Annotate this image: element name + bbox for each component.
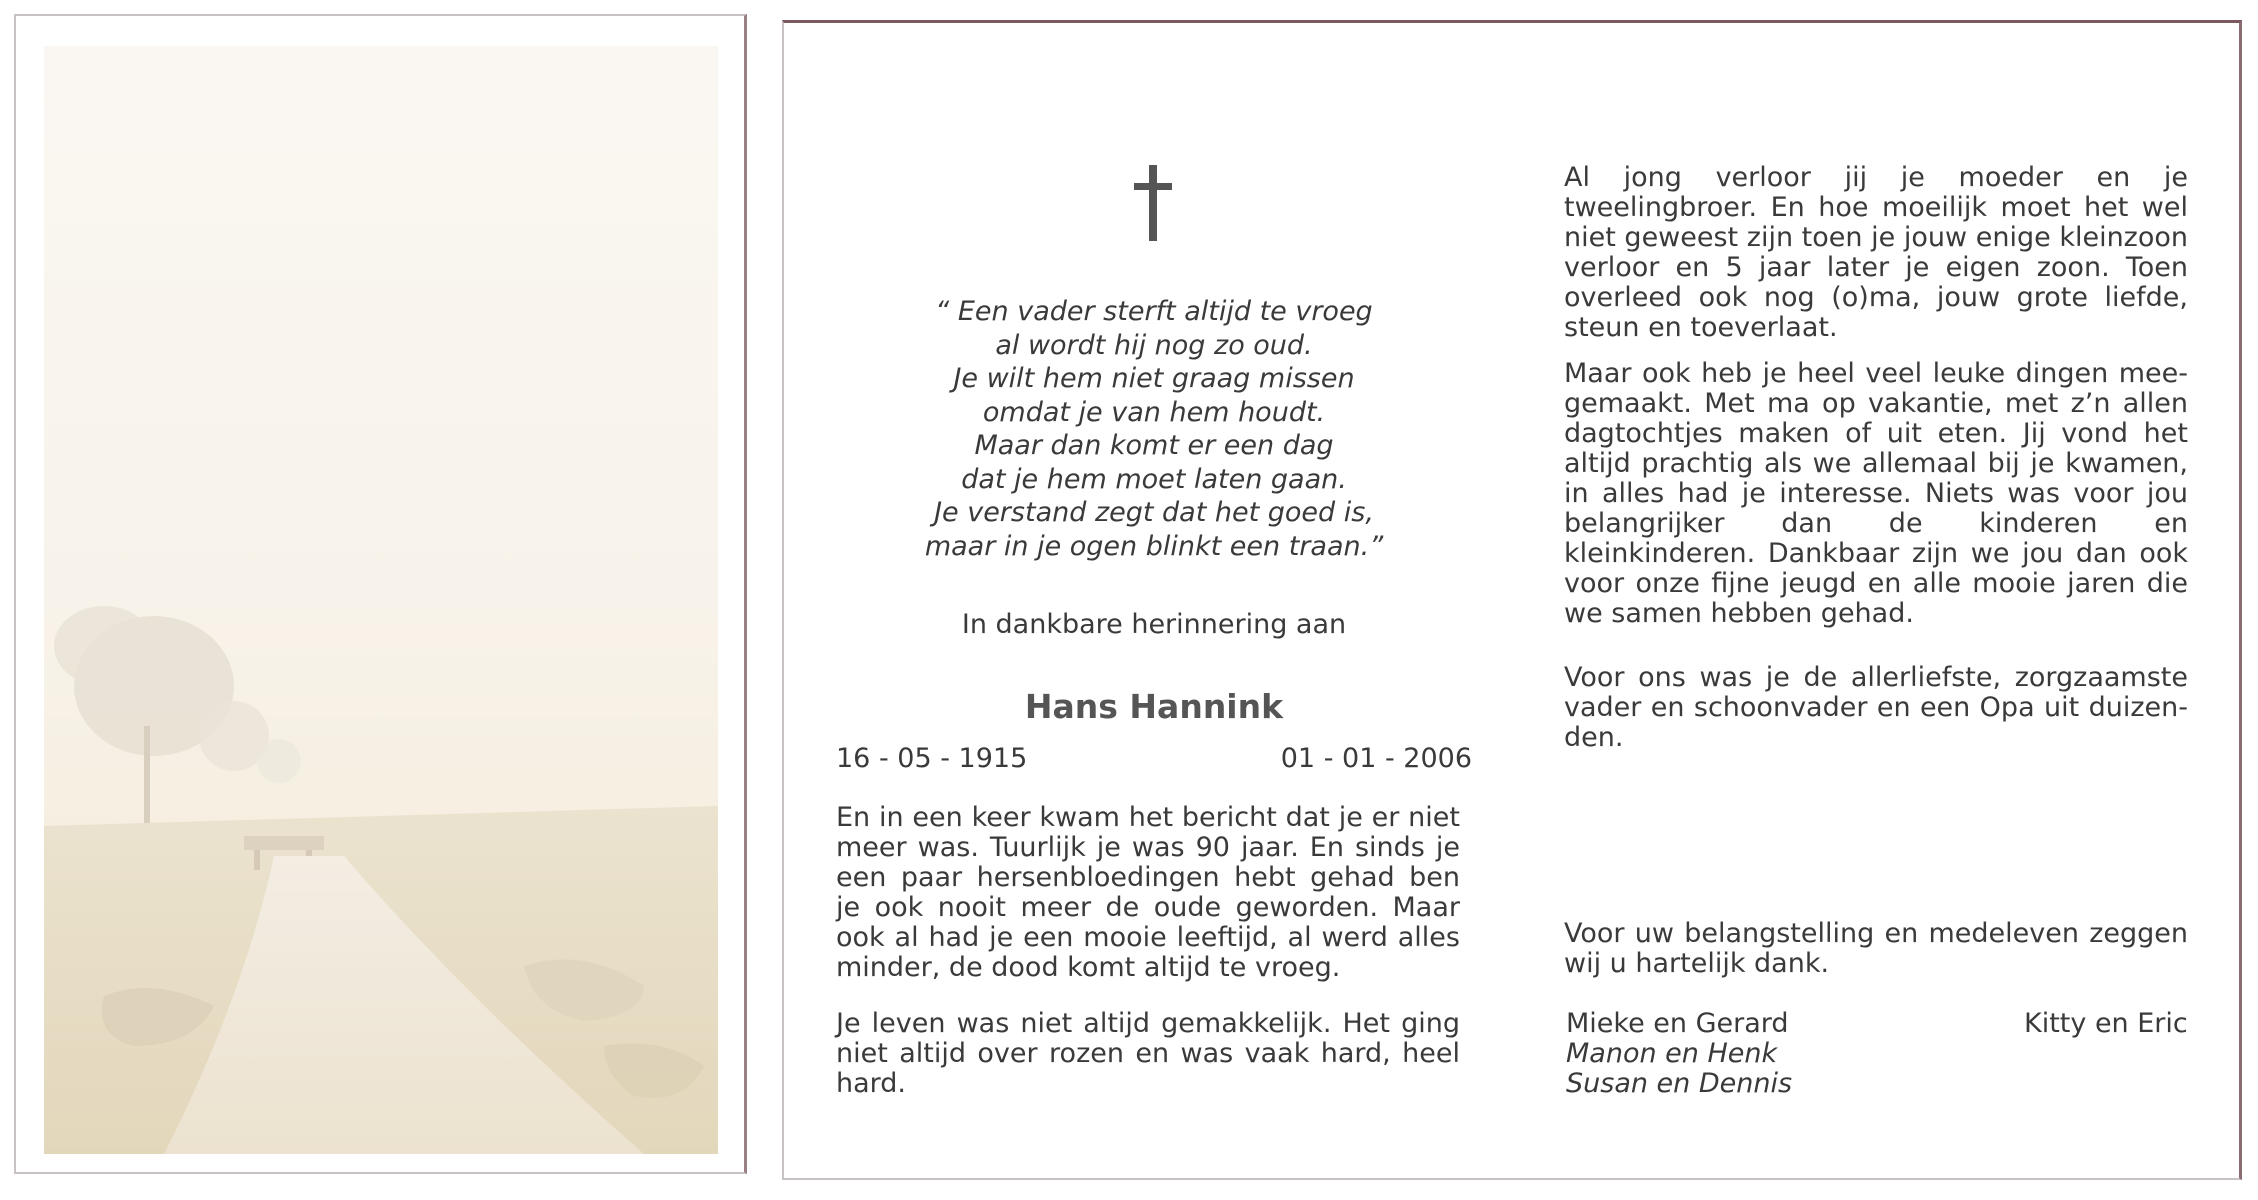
left-paragraph-1: En in een keer kwam het bericht dat je er niet meer was. Tuurlijk je was 90 jaar. En sinds je een paar hersenbloedingen hebt gehad ben je ook nooit meer de oude geworden. Maar ook al had je een mooie leeftijd, al werd alles minder, de dood komt altijd te vroeg. [836,802,1460,983]
card-inner-panel [782,20,2242,1180]
death-date: 01 - 01 - 2006 [1280,743,1472,774]
misty-landscape-photo [44,46,718,1154]
signature-right: Kitty en Eric [2024,1008,2188,1039]
poem-line: omdat je van hem houdt. [982,396,1326,428]
signature-second: Manon en Henk [1566,1038,1778,1069]
card-front-panel [14,14,747,1174]
poem-line: dat je hem moet laten gaan. [961,463,1347,495]
birth-date: 16 - 05 - 1915 [836,743,1028,774]
landscape-illustration [44,46,718,1154]
poem-line: Je wilt hem niet graag missen [953,363,1355,394]
signature-first: Mieke en Gerard [1566,1008,1789,1039]
thanks-paragraph: Voor uw belangstelling en medeleven zeggen wij u hartelijk dank. [1564,918,2188,979]
poem-line: Je verstand zegt dat het goed is, [934,497,1374,528]
left-paragraph-2: Je leven was niet altijd gemakkelijk. Het ging niet altijd over rozen en was vaak hard, heel hard. [836,1008,1460,1099]
poem [884,295,1424,563]
cross-icon [1124,163,1184,243]
signature-third: Susan en Dennis [1566,1068,1793,1099]
life-dates [836,743,1474,783]
poem-line: al wordt hij nog zo oud. [995,329,1313,361]
right-paragraph-2: Maar ook heb je heel veel leuke dingen mee-gemaakt. Met ma op vakantie, met z’n allen dagtochtjes maken of uit eten. Jij vond het altijd prachtig als we allemaal bij je kwamen, in alles had je interesse. Niets was voor jou belangrijker dan de kinderen en kleinkinderen. Dankbaar zijn we jou dan ook voor onze fijne jeugd en alle mooie jaren die we samen hebben gehad. [1564,358,2188,629]
poem-line: Maar dan komt er een dag [974,430,1334,461]
poem-line: “ Een vader sterft altijd te vroeg [935,296,1373,327]
right-paragraph-1: Al jong verloor jij je moeder en je tweelingbroer. En hoe moeilijk moet het wel niet geweest zijn toen je jouw enige kleinzoon verloor en 5 jaar later je eigen zoon. Toen overleed ook nog (o)ma, jouw grote liefde, steun en toeverlaat. [1564,162,2188,343]
right-paragraph-3: Voor ons was je de allerliefste, zorgzaamste vader en schoonvader en een Opa uit duizen-den. [1564,662,2188,753]
deceased-name: Hans Hannink [1024,687,1284,726]
remembrance-line: In dankbare herinnering aan [961,609,1347,640]
poem-line: maar in je ogen blinkt een traan.” [924,530,1384,562]
